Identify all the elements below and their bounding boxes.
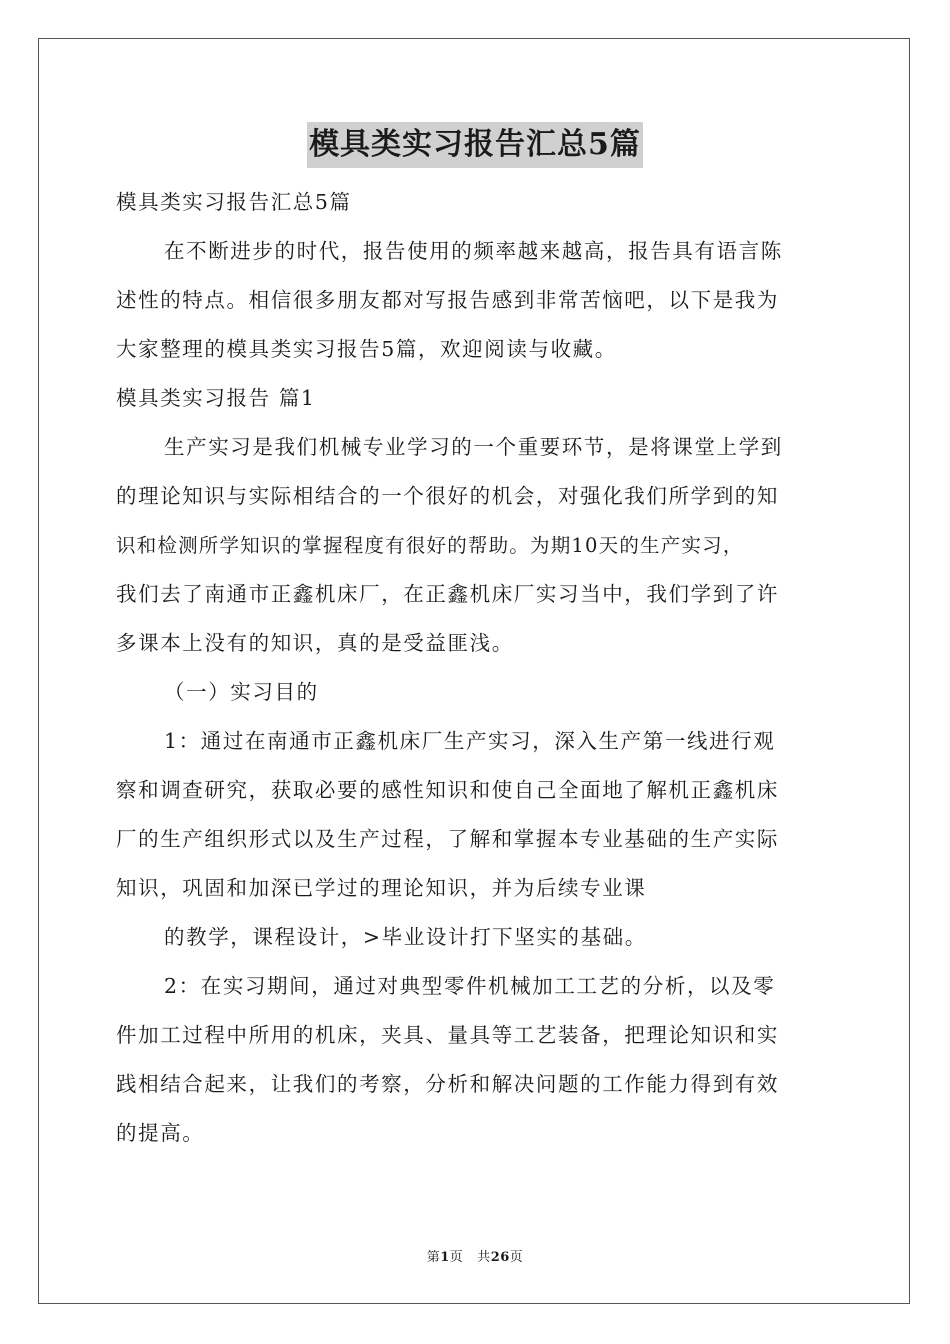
- paragraph-line: 的提高。: [116, 1121, 205, 1145]
- paragraph-line: 件加工过程中所用的机床，夹具、量具等工艺装备，把理论知识和实: [116, 1023, 779, 1047]
- paragraph-line: 的教学，课程设计，>毕业设计打下坚实的基础。: [164, 925, 647, 949]
- paragraph-line: 大家整理的模具类实习报告5篇，欢迎阅读与收藏。: [116, 337, 617, 361]
- paragraph-line: 察和调查研究，获取必要的感性知识和使自己全面地了解机正鑫机床: [116, 778, 779, 802]
- total-prefix: 共: [477, 1250, 491, 1265]
- paragraph-line: 多课本上没有的知识，真的是受益匪浅。: [116, 631, 514, 655]
- paragraph-line: 在不断进步的时代，报告使用的频率越来越高，报告具有语言陈: [164, 239, 783, 263]
- page-number: 1: [440, 1250, 450, 1265]
- paragraph-line: 厂的生产组织形式以及生产过程，了解和掌握本专业基础的生产实际: [116, 827, 779, 851]
- page-label-suffix: 页: [449, 1250, 464, 1265]
- paragraph-line: 2：在实习期间，通过对典型零件机械加工工艺的分析，以及零: [164, 974, 776, 998]
- paragraph-line: 的理论知识与实际相结合的一个很好的机会，对强化我们所学到的知: [116, 484, 779, 508]
- paragraph-line: 我们去了南通市正鑫机床厂，在正鑫机床厂实习当中，我们学到了许: [116, 582, 779, 606]
- page-label-prefix: 第: [426, 1250, 441, 1265]
- paragraph-line: 识和检测所学知识的掌握程度有很好的帮助。为期10天的生产实习，: [116, 534, 744, 557]
- subtitle-line: 模具类实习报告汇总5篇: [116, 190, 352, 214]
- document-title: 模具类实习报告汇总5篇: [307, 122, 643, 168]
- paragraph-line: 述性的特点。相信很多朋友都对写报告感到非常苦恼吧，以下是我为: [116, 288, 779, 312]
- section-heading: 模具类实习报告 篇1: [116, 386, 316, 410]
- paragraph-line: 践相结合起来，让我们的考察，分析和解决问题的工作能力得到有效: [116, 1072, 779, 1096]
- document-body: [116, 178, 836, 1158]
- total-pages: 26: [490, 1250, 510, 1265]
- page-footer: [0, 1246, 950, 1265]
- title-container: [0, 122, 950, 168]
- total-suffix: 页: [509, 1250, 524, 1265]
- paragraph-line: 生产实习是我们机械专业学习的一个重要环节，是将课堂上学到: [164, 435, 783, 459]
- paragraph-line: 1：通过在南通市正鑫机床厂生产实习，深入生产第一线进行观: [164, 729, 776, 753]
- subsection-heading: （一）实习目的: [164, 680, 319, 704]
- paragraph-line: 知识，巩固和加深已学过的理论知识，并为后续专业课: [116, 876, 647, 900]
